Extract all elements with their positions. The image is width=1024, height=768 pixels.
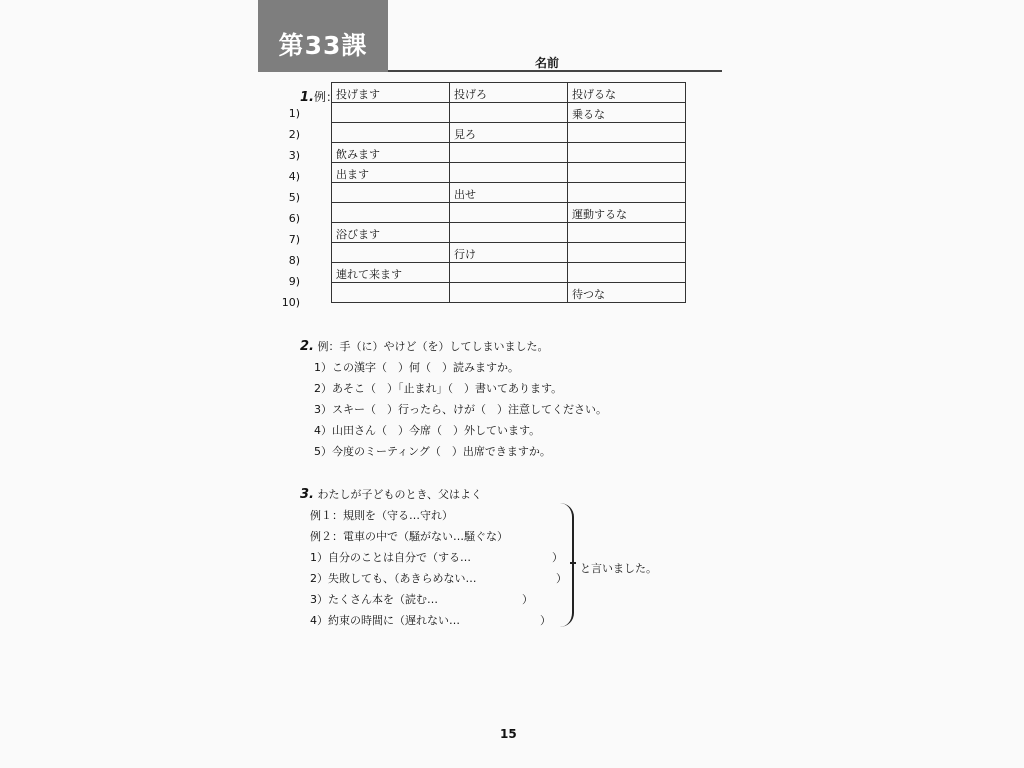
- list-item: [300, 547, 563, 568]
- table-cell[interactable]: [568, 123, 686, 143]
- row-number: 7): [288, 233, 300, 246]
- item-text: 1）自分のことは自分で（する…: [310, 551, 471, 564]
- table-cell: 投げろ: [450, 83, 568, 103]
- section3-number: 3.: [300, 487, 314, 502]
- section1-number: 1.: [300, 90, 314, 105]
- table-row: [332, 203, 686, 223]
- item-text: 4）約束の時間に（遅れない…: [310, 614, 460, 627]
- close-paren: ）: [552, 551, 563, 564]
- row-number: 3): [288, 149, 300, 162]
- section2-particles: [300, 336, 607, 462]
- list-item: 3）スキー（ ）行ったら、けが（ ）注意してください。: [314, 403, 607, 416]
- row-number: 6): [288, 212, 300, 225]
- close-paren: ）: [556, 572, 567, 585]
- table-cell: 乗るな: [568, 103, 686, 123]
- section3-heading: [300, 484, 508, 505]
- table-row: [332, 163, 686, 183]
- section3-quotes: [300, 484, 567, 631]
- row-number: 1): [288, 107, 300, 120]
- item-text: 3）たくさん本を（読む…: [310, 593, 438, 606]
- table-cell[interactable]: [450, 143, 568, 163]
- table-row: [332, 123, 686, 143]
- example-line: 例２：電車の中で（騒がない…騒ぐな）: [310, 530, 508, 543]
- table-row: [332, 103, 686, 123]
- table-cell[interactable]: [568, 223, 686, 243]
- lesson-title: 第33課: [258, 0, 388, 72]
- said-phrase: と言いました。: [580, 562, 657, 575]
- table-cell[interactable]: [568, 163, 686, 183]
- row-number: 4): [288, 170, 300, 183]
- table-row: [332, 143, 686, 163]
- table-cell[interactable]: [450, 163, 568, 183]
- table-cell[interactable]: [332, 203, 450, 223]
- table-cell[interactable]: [332, 283, 450, 303]
- table-row: [332, 83, 686, 103]
- table-cell[interactable]: [450, 203, 568, 223]
- close-paren: ）: [522, 593, 533, 606]
- close-paren: ）: [540, 614, 551, 627]
- table-cell[interactable]: [332, 183, 450, 203]
- list-item: [300, 610, 551, 631]
- table-row: [332, 263, 686, 283]
- page-number: 15: [500, 727, 517, 741]
- section2-example: 例：手（に）やけど（を）してしまいました。: [317, 340, 549, 353]
- right-brace: [560, 503, 574, 627]
- table-cell: 投げます: [332, 83, 450, 103]
- list-item: [300, 589, 533, 610]
- table-row: [332, 243, 686, 263]
- list-item: 4）山田さん（ ）今席（ ）外しています。: [314, 424, 541, 437]
- right-brace-tip: [570, 562, 576, 564]
- table-cell: 待つな: [568, 283, 686, 303]
- table-row: [332, 183, 686, 203]
- conjugation-table: [331, 82, 686, 303]
- row-number: 8): [288, 254, 300, 267]
- section1-example-label: 例：: [313, 90, 338, 104]
- row-number: 2): [288, 128, 300, 141]
- table-cell[interactable]: [332, 103, 450, 123]
- example-line: 例１：規則を（守る…守れ）: [310, 509, 453, 522]
- table-cell[interactable]: [450, 223, 568, 243]
- table-cell: 飲みます: [332, 143, 450, 163]
- section3-intro: わたしが子どものとき、父はよく: [317, 488, 483, 501]
- table-cell[interactable]: [568, 243, 686, 263]
- table-cell[interactable]: [450, 283, 568, 303]
- table-row: [332, 223, 686, 243]
- table-cell: 運動するな: [568, 203, 686, 223]
- table-cell: 浴びます: [332, 223, 450, 243]
- table-cell[interactable]: [450, 263, 568, 283]
- section2-number: 2.: [300, 339, 314, 354]
- table-cell: 出せ: [450, 183, 568, 203]
- list-item: 5）今度のミーティング（ ）出席できますか。: [314, 445, 551, 458]
- row-number: 10): [281, 296, 300, 309]
- section2-heading: [300, 336, 607, 357]
- table-row: [332, 283, 686, 303]
- table-cell[interactable]: [568, 143, 686, 163]
- table-cell[interactable]: [450, 103, 568, 123]
- table-cell: 連れて来ます: [332, 263, 450, 283]
- table-cell[interactable]: [568, 183, 686, 203]
- list-item: 2）あそこ（ ）「止まれ」（ ）書いてあります。: [314, 382, 563, 395]
- table-cell: 出ます: [332, 163, 450, 183]
- name-label: 名前: [535, 56, 560, 70]
- header-divider: [388, 70, 722, 72]
- table-cell[interactable]: [568, 263, 686, 283]
- table-cell: 見ろ: [450, 123, 568, 143]
- row-number: 5): [288, 191, 300, 204]
- table-cell: 投げるな: [568, 83, 686, 103]
- list-item: 1）この漢字（ ）何（ ）読みますか。: [314, 361, 519, 374]
- table-cell[interactable]: [332, 243, 450, 263]
- list-item: [300, 568, 567, 589]
- table-cell: 行け: [450, 243, 568, 263]
- row-number: 9): [288, 275, 300, 288]
- table-cell[interactable]: [332, 123, 450, 143]
- item-text: 2）失敗しても、（あきらめない…: [310, 572, 477, 585]
